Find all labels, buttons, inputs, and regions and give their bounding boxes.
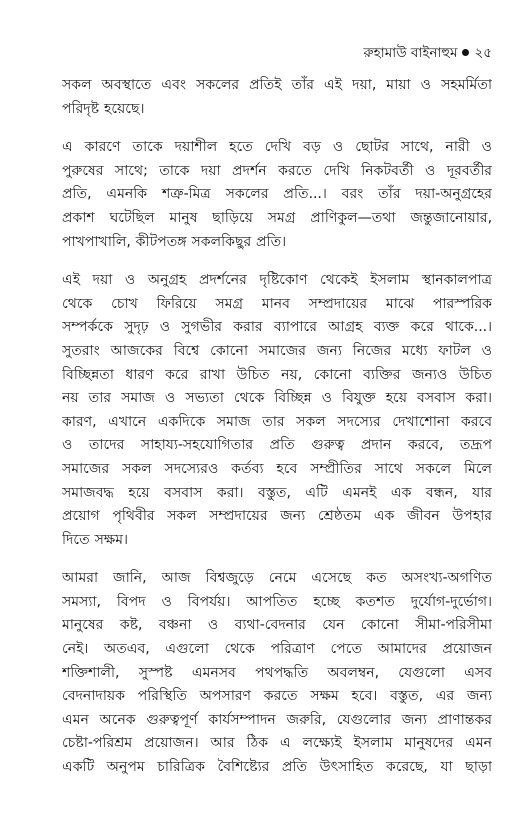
text-line: সকল অবস্থাতে এবং সকলের প্রতিই তাঁর এই দয়া, মায়া ও সহমর্মিতা (62, 77, 492, 93)
text-line: পুরুষের সাথে; তাকে দয়া প্রদর্শন করতে দেখি নিকটবর্তী ও দূরবর্তীর (62, 162, 492, 179)
text-line: এই দয়া ও অনুগ্রহ প্রদর্শনের দৃষ্টিকোণ থেকেই ইসলাম স্থানকালপাত্র (62, 272, 492, 289)
text-line: শক্তিশালী, সুস্পষ্ট এমনসব পথপদ্ধতি অবলম্বন, যেগুলো এসব (62, 664, 492, 681)
page-number: ২৫ (474, 45, 492, 61)
text-line: সমস্যা, বিপদ ও বিপর্যয়। আপতিত হচ্ছে কতশত দুর্যোগ-দুর্ভোগ। (62, 593, 492, 610)
text-line: ও তাদের সাহায্য-সহযোগিতার প্রতি গুরুত্ব প্রদান করবে, তদ্রূপ (62, 437, 492, 454)
text-line: প্রকাশ ঘটেছিল মানুষ ছাড়িয়ে সমগ্র প্রাণিকুল—তথা জন্তুজানোয়ার, (62, 209, 492, 226)
text-line: পরিদৃষ্ট হয়েছে। (62, 100, 145, 117)
text-line: প্রতি, এমনকি শত্রু-মিত্র সকলের প্রতি...। বরং তাঁর দয়া-অনুগ্রহের (62, 186, 492, 203)
text-line: বেদনাদায়ক পরিস্থিতি অপসারণ করতে সক্ষম হবে। বস্তুত, এর জন্য (62, 688, 492, 705)
text-line: সুতরাং আজকের বিশ্বে কোনো সমাজের জন্য নিজের মধ্যে ফাটল ও (62, 342, 492, 359)
text-line: সমাজের সকল সদস্যেরও কর্তব্য হবে সম্প্রীতির সাথে সকলে মিলে (62, 460, 492, 477)
text-line: বিচ্ছিন্নতা ধারণ করে রাখা উচিত নয়, কোনো ব্যক্তির জন্যও উচিত (62, 366, 492, 383)
body-text (62, 74, 492, 795)
text-line: পাখপাখালি, কীটপতঙ্গ সকলকিছুর প্রতি। (62, 233, 287, 250)
text-line: আমরা জানি, আজ বিশ্বজুড়ে নেমে এসেছে কত অসংখ্য-অগণিত (62, 570, 492, 587)
paragraph (62, 74, 492, 121)
text-line: একটি অনুপম চারিত্রিক বৈশিষ্ট্যের প্রতি উৎসাহিত করেছে, যা ছাড়া (62, 759, 492, 776)
text-line: এমন অনেক গুরুত্বপূর্ণ কার্যসম্পাদন জরুরি, যেগুলোর জন্য প্রাণান্তকর (62, 711, 492, 728)
text-line: চেষ্টা-পরিশ্রম প্রয়োজন। আর ঠিক এ লক্ষ্যেই ইসলাম মানুষদের এমন (62, 735, 492, 752)
text-line: মানুষের কষ্ট, বঞ্চনা ও ব্যথা-বেদনার যেন কোনো সীমা-পরিসীমা (62, 617, 492, 634)
bullet-separator-icon (462, 49, 469, 56)
text-line: এ কারণে তাকে দয়াশীল হতে দেখি বড় ও ছোটর সাথে, নারী ও (62, 139, 492, 156)
book-title: রুহামাউ বাইনাহুম (363, 45, 458, 61)
text-line: দিতে সক্ষম। (62, 531, 128, 548)
text-line: কারণ, এখানে একদিকে সমাজ তার সকল সদস্যের দেখাশোনা করবে (62, 413, 492, 430)
running-header (363, 44, 492, 62)
text-line: সম্পর্ককে সুদৃঢ় ও সুগভীর করার ব্যাপারে আগ্রহ ব্যক্ত করে থাকে...। (62, 319, 492, 336)
text-line: প্রয়োগ পৃথিবীর সকল সম্প্রদায়ের জন্য শ্রেষ্ঠতম এক জীবন উপহার (62, 508, 492, 525)
text-line: নয় তার সমাজ ও সভ্যতা থেকে বিচ্ছিন্ন ও বিযুক্ত হয়ে বসবাস করা। (62, 390, 492, 407)
text-line: নেই। অতএব, এগুলো থেকে পরিত্রাণ পেতে আমাদের প্রয়োজন (62, 641, 492, 658)
text-line: থেকে চোখ ফিরিয়ে সমগ্র মানব সম্প্রদায়ের মাঝে পারস্পরিক (62, 295, 492, 312)
paragraph (62, 567, 492, 779)
text-line: সমাজবদ্ধ হয়ে বসবাস করা। বস্তুত, এটি এমনই এক বন্ধন, যার (62, 484, 492, 501)
paragraph (62, 136, 492, 254)
paragraph (62, 269, 492, 552)
